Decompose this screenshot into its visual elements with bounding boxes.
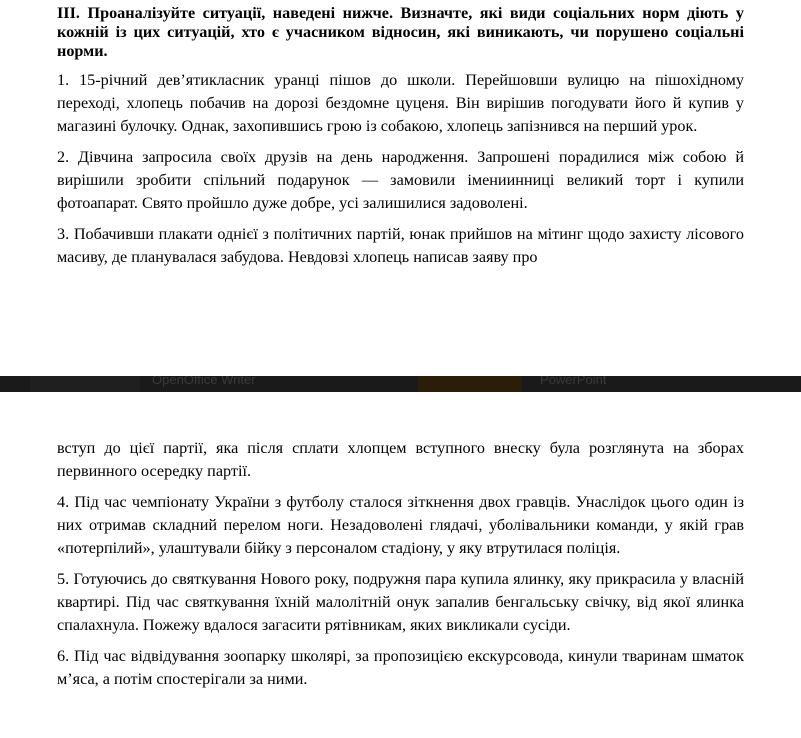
situation-3-continued: вступ до цієї партії, яка після сплати хлопцем вступного внеску була розглянута на зборах первинного осередку партії. — [57, 439, 744, 480]
situation-4: 4. Під час чемпіонату України з футболу сталося зіткнення двох гравців. Унаслідок цього один із них отримав складний перелом ноги. Незадоволені глядачі, уболівальники команди, у якій грав «потерпілий», улаштували бійку з персоналом стадіону, у яку втрутилася поліція. — [57, 493, 744, 557]
situation-6: 6. Під час відвідування зоопарку школярі, за пропозицією екскурсовода, кинули тваринам шматок м’яса, а потім спостерігали за ними. — [57, 647, 744, 688]
taskbar-button-writer[interactable] — [30, 376, 140, 392]
situation-2: 2. Дівчина запросила своїх друзів на день народження. Запрошені порадилися між собою й вирішили зробити спільний подарунок — замовили імениинниці великий торт і купили фотоапарат. Свято пройшло дуже добре, усі залишилися задоволені. — [57, 148, 744, 212]
task-heading: III. Проаналізуйте ситуації, наведені нижче. Визначте, які види соціальних норм діють у кожній із цих ситуацій, хто є учасником відносин, які виникають, чи порушено соціальні норми. — [57, 4, 744, 60]
taskbar-label-powerpoint[interactable]: PowerPoint — [540, 376, 607, 387]
taskbar-label-writer[interactable]: OpenOffice Writer — [152, 376, 256, 387]
document-page-bottom — [0, 392, 801, 738]
situation-1: 1. 15-річний дев’ятикласник уранці пішов до школи. Перейшовши вулицю на пішохідному переході, хлопець побачив на дорозі бездомне цуценя. Він вирішив погодувати його й купив у магазині булочку. Однак, захопившись грою із собакою, хлопець запізнився на перший урок. — [57, 71, 744, 135]
taskbar-strip — [0, 376, 801, 392]
situation-3-start: 3. Побачивши плакати однієї з політичних партій, юнак прийшов на мітинг щодо захисту лісового масиву, де планувалася забудова. Невдовзі хлопець написав заяву про — [57, 225, 744, 266]
taskbar-button-powerpoint[interactable] — [418, 376, 522, 392]
situation-5: 5. Готуючись до святкування Нового року, подружня пара купила ялинку, яку прикрасила у власній квартирі. Під час святкування їхній малолітній онук запалив бенгальську свічку, від якої ялинка спалахнула. Пожежу вдалося загасити рятівникам, яких викликали сусіди. — [57, 570, 744, 634]
